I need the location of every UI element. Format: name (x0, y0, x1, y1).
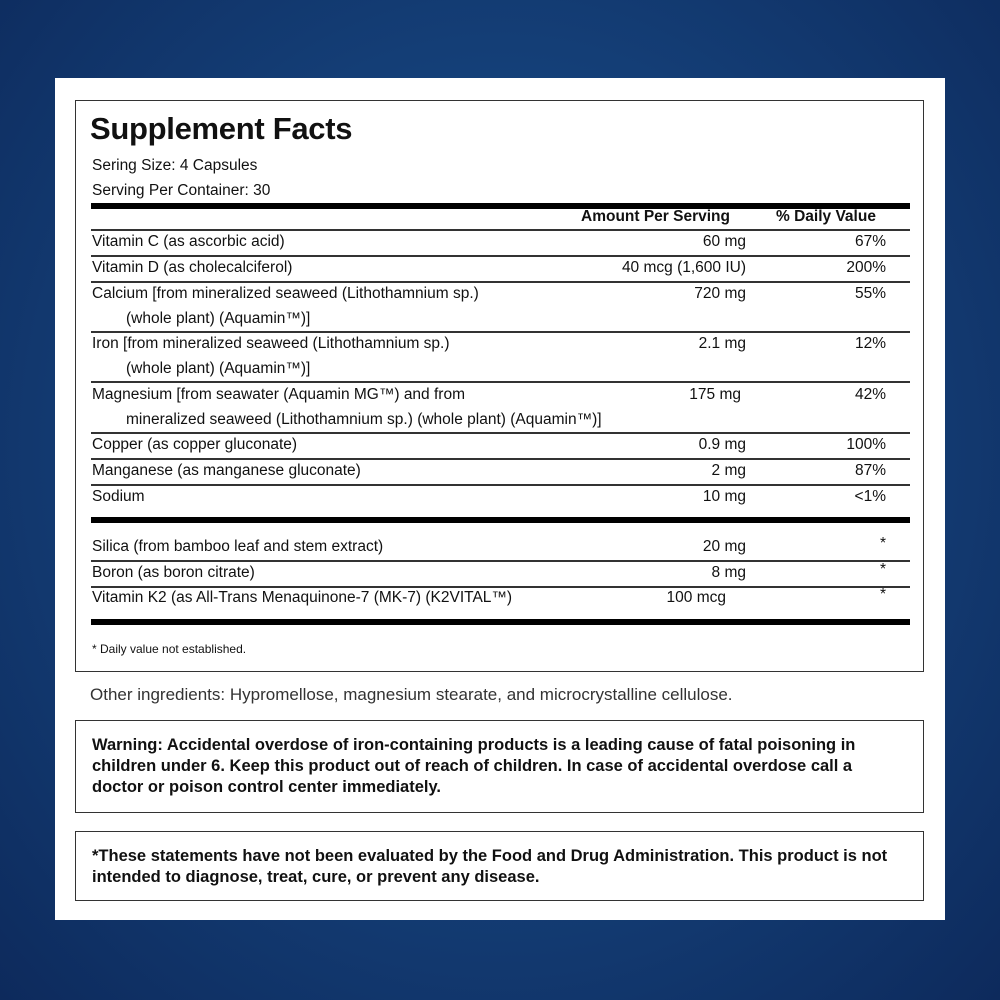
nutrient-name: Vitamin D (as cholecalciferol) (92, 259, 293, 276)
nutrient-name: Manganese (as manganese gluconate) (92, 462, 361, 479)
disclaimer-box (75, 831, 924, 901)
nutrient-amount: 20 mg (702, 538, 746, 555)
nutrient-amount: 2.1 mg (698, 335, 746, 352)
nutrient-amount: 720 mg (694, 285, 746, 302)
nutrient-amount: 40 mcg (1,600 IU) (621, 259, 746, 276)
panel-title: Supplement Facts (90, 111, 353, 146)
thick-divider (91, 619, 910, 625)
nutrient-dv: 200% (846, 259, 886, 276)
nutrient-name: Vitamin C (as ascorbic acid) (92, 233, 285, 250)
nutrient-name: Sodium (92, 488, 145, 505)
amount-header: Amount Per Serving (581, 208, 730, 225)
divider (91, 458, 910, 460)
nutrient-amount: 2 mg (711, 462, 746, 479)
nutrient-amount: 8 mg (711, 564, 746, 581)
divider (91, 281, 910, 283)
nutrient-dv: 87% (854, 462, 886, 479)
nutrient-name-cont: (whole plant) (Aquamin™)] (126, 310, 311, 327)
warning-text: Warning: Accidental overdose of iron-containing products is a leading cause of fatal poisoning in children under 6. Keep this product out of reach of children. In case of accidental overdose call a doctor or poison control center immediately. (92, 736, 856, 796)
nutrient-name: Silica (from bamboo leaf and stem extract) (92, 538, 384, 555)
supplement-facts-panel (75, 100, 924, 672)
nutrient-dv: <1% (854, 488, 886, 505)
nutrient-dv: * (879, 535, 886, 552)
other-ingredients: Other ingredients: Hypromellose, magnesium stearate, and microcrystalline cellulose. (90, 685, 733, 704)
nutrient-amount: 10 mg (702, 488, 746, 505)
daily-value-header: % Daily Value (776, 208, 876, 225)
label-card (55, 78, 945, 920)
nutrient-name: Iron [from mineralized seaweed (Lithothamnium sp.) (92, 335, 450, 352)
nutrient-name: Calcium [from mineralized seaweed (Lithothamnium sp.) (92, 285, 479, 302)
nutrient-amount: 0.9 mg (698, 436, 746, 453)
divider (91, 255, 910, 257)
nutrient-dv: * (879, 561, 886, 578)
nutrient-name-cont: (whole plant) (Aquamin™)] (126, 360, 311, 377)
divider (91, 381, 910, 383)
nutrient-name: Vitamin K2 (as All-Trans Menaquinone-7 (MK-7) (K2VITAL™) (92, 589, 513, 606)
disclaimer-text: *These statements have not been evaluated by the Food and Drug Administration. This product is not intended to diagnose, treat, cure, or prevent any disease. (92, 847, 888, 886)
nutrient-dv: 100% (846, 436, 886, 453)
nutrient-dv: * (879, 586, 886, 603)
nutrient-dv: 42% (854, 386, 886, 403)
nutrient-name: Copper (as copper gluconate) (92, 436, 298, 453)
serving-size: Sering Size: 4 Capsules (92, 157, 258, 174)
divider (91, 432, 910, 434)
divider (91, 484, 910, 486)
nutrient-amount: 100 mcg (666, 589, 726, 606)
nutrient-name-cont: mineralized seaweed (Lithothamnium sp.) (whole plant) (Aquamin™)] (126, 411, 602, 428)
divider (91, 331, 910, 333)
thick-divider (91, 517, 910, 523)
nutrient-name: Boron (as boron citrate) (92, 564, 255, 581)
warning-box (75, 720, 924, 813)
nutrient-amount: 60 mg (702, 233, 746, 250)
nutrient-dv: 55% (854, 285, 886, 302)
divider (91, 229, 910, 231)
nutrient-dv: 67% (854, 233, 886, 250)
servings-per-container: Serving Per Container: 30 (92, 182, 271, 199)
nutrient-dv: 12% (854, 335, 886, 352)
nutrient-amount: 175 mg (689, 386, 741, 403)
footnote: * Daily value not established. (92, 642, 247, 656)
nutrient-name: Magnesium [from seawater (Aquamin MG™) and from (92, 386, 465, 403)
